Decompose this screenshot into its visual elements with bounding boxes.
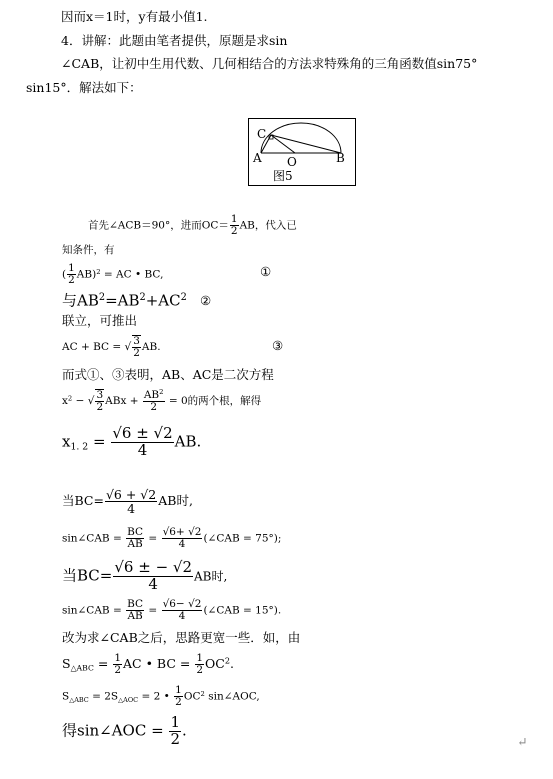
return-mark: ↵ — [517, 734, 528, 749]
equation-11: $S_{\triangle ABC} = 2S_{\triangle AOC} = 2$ • $\frac{1}{2}$ $OC^2$ sin∠AOC, — [62, 684, 260, 709]
equation-4: $x^2$ − √ $\frac{3}{2}$ ABx + $\frac{AB^2}{2}$ = 0的两个根，解得 — [62, 388, 262, 414]
label-a: A — [253, 151, 262, 165]
label-c: C — [257, 127, 267, 141]
text-line: ∠CAB，让初中生用代数、几何相结合的方法求特殊角的三角函数值sin75° — [61, 56, 478, 71]
label-b: B — [336, 151, 345, 165]
equation-9: sin∠CAB = $\frac{BC}{AB}$ = $\frac{√6- √2}{4}$ (∠CAB = 15°). — [62, 598, 282, 623]
equation-7: sin∠CAB = $\frac{BC}{AB}$ = $\frac{√6+ √2}{4}$ (∠CAB = 75°); — [62, 526, 282, 551]
text-joint: 联立，可推出 — [62, 313, 138, 328]
text-line: sin15°．解法如下： — [26, 80, 142, 95]
equation-5: $x_{1. 2}$ = $\frac{√6 \pm √2}{4}$ AB. — [62, 424, 202, 459]
fraction: $\frac{1}{2}$ — [230, 213, 238, 238]
equation-12: 得sin∠AOC = $\frac{1}{2}$ . — [62, 713, 187, 748]
circle-1: ① — [260, 264, 272, 279]
equation-3: AC + BC = √ $\frac{3}{2}$ AB. — [62, 335, 161, 360]
text-switch: 改为求∠CAB之后，思路更宽一些．如，由 — [62, 630, 301, 645]
step-1b: 知条件，有 — [62, 244, 115, 256]
circle-3: ③ — [272, 338, 284, 353]
text-line: 4．讲解：此题由笔者提供，原题是求sin — [61, 33, 288, 48]
equation-10: $S_{\triangle ABC}$ = $\frac{1}{2}$ AC • BC = $\frac{1}{2}$ $OC^2$. — [62, 652, 234, 677]
step-1-post: AB，代入已 — [239, 219, 297, 232]
step-1-pre: 首先∠ACB＝90°，进而OC＝ — [88, 219, 229, 232]
text-line: 因而x＝1时，y有最小值1. — [61, 9, 208, 24]
figure-caption: 图5 — [273, 169, 293, 183]
circle-2: ② — [200, 293, 212, 308]
figure-5 — [248, 118, 356, 186]
text-conclude: 而式①、③表明，AB、AC是二次方程 — [62, 367, 274, 382]
equation-2: 与$AB^2=AB^2+AC^2$ — [62, 291, 187, 310]
equation-8: 当BC= $\frac{√6 \pm - √2}{4}$ AB时, — [62, 558, 228, 593]
step-1 — [88, 214, 297, 237]
label-o: O — [287, 155, 297, 169]
equation-6: 当BC= $\frac{√6 + √2}{4}$ AB时, — [62, 487, 193, 517]
equation-1: ( $\frac{1}{2}$ AB)$^2$ = AC • BC, — [62, 262, 164, 287]
